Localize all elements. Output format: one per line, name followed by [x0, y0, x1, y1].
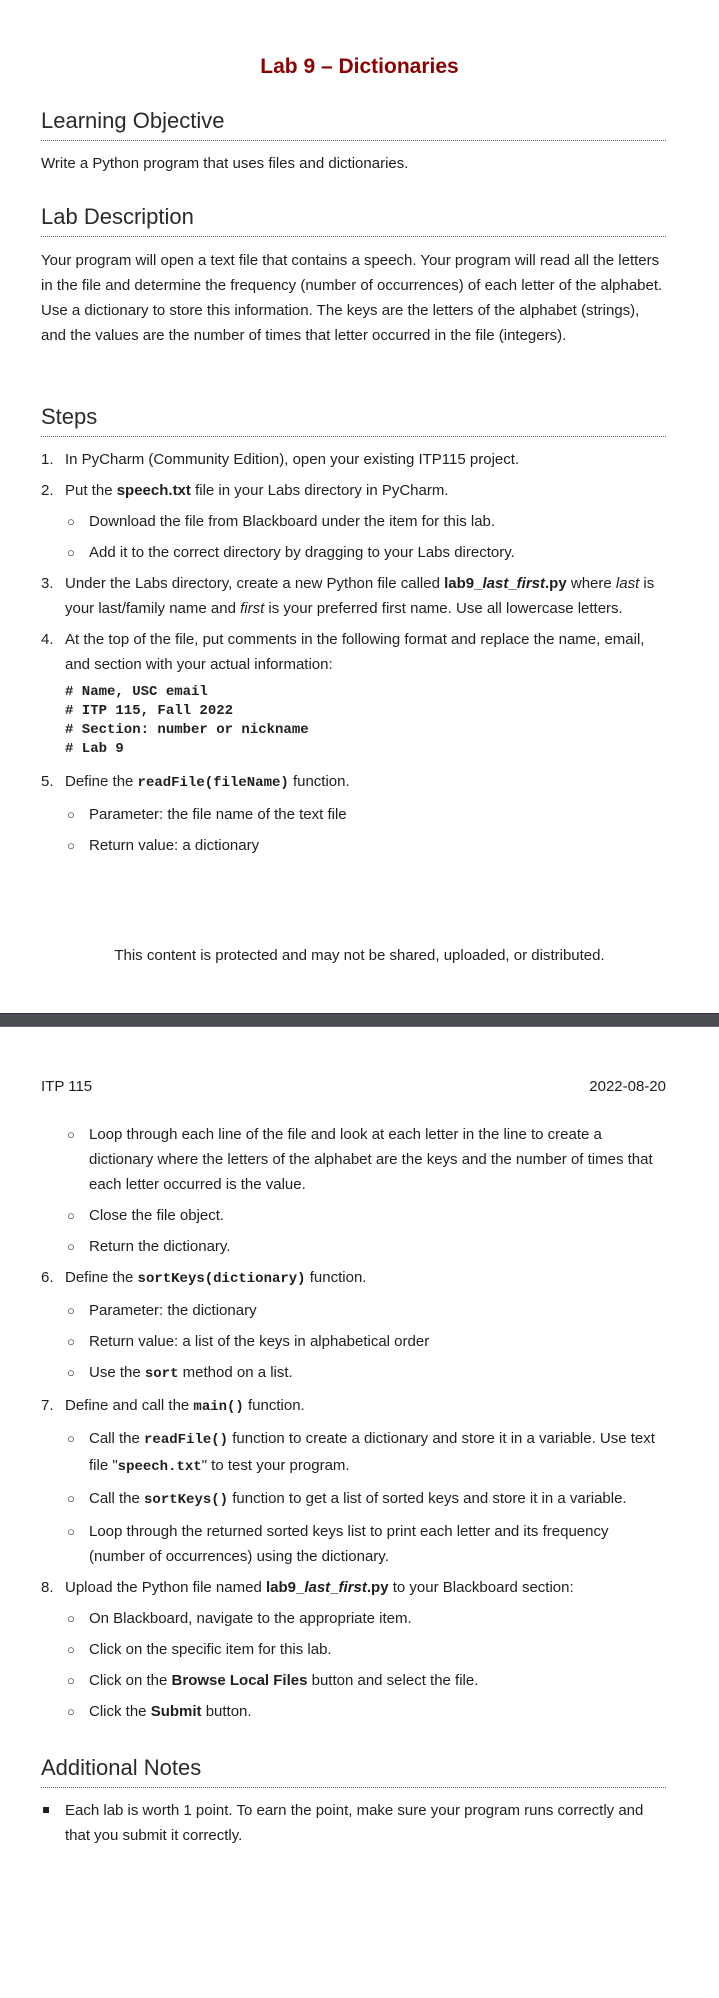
heading-additional-notes: Additional Notes — [41, 1755, 666, 1788]
step-8-sub-3-pre: Click on the — [89, 1672, 172, 1689]
step-2-sub-1-text: Download the file from Blackboard under the item for this lab. — [89, 513, 496, 530]
circle-bullet-icon: ○ — [67, 1704, 75, 1719]
step-7-sublist — [65, 1426, 666, 1569]
speech-txt-literal: speech.txt — [117, 1459, 202, 1475]
step-2-sub-2-text: Add it to the correct directory by dragging to your Labs directory. — [89, 544, 515, 561]
word-first: first — [240, 600, 265, 617]
note-1 — [41, 1798, 666, 1848]
file-prefix: lab9_ — [265, 1579, 305, 1596]
step-7-sub-2-post: function to get a list of sorted keys and store it in a variable. — [228, 1490, 627, 1507]
description-text: Your program will open a text file that contains a speech. Your program will read all the letters in the file and determine the frequency (number of occurrences) of each letter of the alphabet. Use a dictionary to store this information. The keys are the letters of the alphabet (strings), and the values are the number of times that letter occurred in the file (integers). — [41, 252, 663, 344]
circle-bullet-icon: ○ — [67, 1431, 75, 1446]
step-8-sub-2 — [65, 1637, 666, 1662]
step-7-text-pre: Define and call the — [65, 1397, 194, 1414]
header-course: ITP 115 — [41, 1078, 93, 1095]
circle-bullet-icon: ○ — [67, 1611, 75, 1626]
step-6-sub-2 — [65, 1329, 666, 1354]
step-7-sub-2 — [65, 1486, 666, 1513]
step-5-sublist-continued — [41, 1122, 666, 1259]
step-7 — [41, 1393, 666, 1569]
python-file-name — [444, 575, 567, 592]
file-prefix: lab9_ — [444, 575, 483, 592]
circle-bullet-icon: ○ — [67, 1334, 75, 1349]
step-5-sub-2-text: Return value: a dictionary — [89, 837, 260, 854]
circle-bullet-icon: ○ — [67, 1491, 75, 1506]
step-3-text-mid2: is your last/family name and — [65, 575, 655, 617]
step-7-sub-2-pre: Call the — [89, 1490, 145, 1507]
step-number: 8. — [41, 1579, 54, 1596]
sortkeys-signature: sortKeys(dictionary) — [137, 1271, 306, 1287]
circle-bullet-icon: ○ — [67, 1127, 75, 1142]
step-2-sublist — [65, 509, 666, 565]
circle-bullet-icon: ○ — [67, 545, 75, 560]
step-4-text: At the top of the file, put comments in the following format and replace the name, email, and section with your actual information: — [65, 631, 645, 673]
step-3 — [41, 571, 666, 621]
file-first: first — [338, 1579, 367, 1596]
step-1-text: In PyCharm (Community Edition), open your existing ITP115 project. — [65, 451, 520, 468]
step-7-sub-1-pre: Call the — [89, 1430, 145, 1447]
step-8-sub-2-text: Click on the specific item for this lab. — [89, 1641, 332, 1658]
step-8-text-pre: Upload the Python file named — [65, 1579, 266, 1596]
step-6-sub-1 — [65, 1298, 666, 1323]
comment-code-block: # Name, USC email # ITP 115, Fall 2022 # Section: number or nickname # Lab 9 — [65, 684, 309, 757]
header-date: 2022-08-20 — [589, 1078, 666, 1095]
file-ext: .py — [366, 1579, 389, 1596]
circle-bullet-icon: ○ — [67, 1673, 75, 1688]
circle-bullet-icon: ○ — [67, 1524, 75, 1539]
step-5-sublist — [65, 802, 666, 858]
step-7-sub-3-text: Loop through the returned sorted keys list to print each letter and its frequency (number of occurrences) using the dictionary. — [89, 1523, 609, 1565]
browse-local-files-label: Browse Local Files — [171, 1672, 308, 1689]
upload-file-name — [266, 1579, 389, 1596]
step-number: 4. — [41, 631, 54, 648]
step-2-text-pre: Put the — [65, 482, 117, 499]
circle-bullet-icon: ○ — [67, 514, 75, 529]
section-additional-notes — [41, 1755, 666, 1848]
step-3-text-mid: where — [566, 575, 616, 592]
notes-list — [41, 1798, 666, 1848]
step-number: 1. — [41, 451, 54, 468]
step-8-sub-4-pre: Click the — [89, 1703, 151, 1720]
circle-bullet-icon: ○ — [67, 1303, 75, 1318]
steps-list — [41, 447, 666, 858]
step-7-text-post: function. — [243, 1397, 305, 1414]
step-5-sub-3 — [65, 1122, 666, 1197]
step-5-sub-4 — [65, 1203, 666, 1228]
sort-method: sort — [144, 1366, 179, 1382]
step-8-sub-1-text: On Blackboard, navigate to the appropriate item. — [89, 1610, 412, 1627]
circle-bullet-icon: ○ — [67, 1642, 75, 1657]
circle-bullet-icon: ○ — [67, 1239, 75, 1254]
step-8-sub-3-post: button and select the file. — [307, 1672, 479, 1689]
steps-continued — [41, 1122, 666, 1730]
step-2 — [41, 478, 666, 565]
step-1 — [41, 447, 666, 472]
step-6-sub-2-text: Return value: a list of the keys in alphabetical order — [89, 1333, 430, 1350]
main-signature: main() — [193, 1399, 244, 1415]
protected-notice: This content is protected and may not be shared, uploaded, or distributed. — [114, 947, 605, 964]
note-1-text: Each lab is worth 1 point. To earn the point, make sure your program runs correctly and that you submit it correctly. — [65, 1802, 644, 1844]
step-8-sub-3 — [65, 1668, 666, 1693]
file-underscore: _ — [508, 575, 517, 592]
circle-bullet-icon: ○ — [67, 807, 75, 822]
step-number: 3. — [41, 575, 54, 592]
step-5 — [41, 769, 666, 858]
step-8-sub-1 — [65, 1606, 666, 1631]
step-5-sub-1-text: Parameter: the file name of the text file — [89, 806, 347, 823]
step-5-sub-5-text: Return the dictionary. — [89, 1238, 231, 1255]
step-number: 2. — [41, 482, 54, 499]
step-7-sub-1-mid: function to create a dictionary and store it in a variable. Use text file " — [89, 1430, 655, 1474]
circle-bullet-icon: ○ — [67, 838, 75, 853]
step-number: 6. — [41, 1269, 54, 1286]
step-6-sub-3-post: method on a list. — [178, 1364, 293, 1381]
circle-bullet-icon: ○ — [67, 1365, 75, 1380]
step-8-sublist — [65, 1606, 666, 1724]
step-3-text-post: is your preferred first name. Use all lowercase letters. — [264, 600, 623, 617]
step-6 — [41, 1265, 666, 1387]
step-6-sub-1-text: Parameter: the dictionary — [89, 1302, 257, 1319]
sortkeys-call: sortKeys() — [144, 1492, 229, 1508]
step-8-sub-4-post: button. — [201, 1703, 252, 1720]
square-bullet-icon — [43, 1807, 49, 1813]
file-last: last — [482, 575, 509, 592]
step-2-sub-2 — [65, 540, 666, 565]
step-8-text-post: to your Blackboard section: — [388, 1579, 574, 1596]
step-7-sub-3 — [65, 1519, 666, 1569]
step-6-sub-3-pre: Use the — [89, 1364, 145, 1381]
heading-learning-objective: Learning Objective — [41, 108, 666, 141]
step-5-text-pre: Define the — [65, 773, 138, 790]
step-5-sub-5 — [65, 1234, 666, 1259]
step-5-sub-1 — [65, 802, 666, 827]
file-ext: .py — [545, 575, 567, 592]
step-6-sublist — [65, 1298, 666, 1387]
circle-bullet-icon: ○ — [67, 1208, 75, 1223]
word-last: last — [615, 575, 640, 592]
section-steps — [41, 404, 666, 864]
step-5-text-post: function. — [288, 773, 350, 790]
step-8-sub-4 — [65, 1699, 666, 1724]
step-6-text-pre: Define the — [65, 1269, 138, 1286]
section-learning-objective — [41, 108, 666, 176]
steps-list-continued — [41, 1265, 666, 1724]
file-first: first — [516, 575, 546, 592]
step-8 — [41, 1575, 666, 1724]
page-separator — [0, 1013, 719, 1027]
step-5-sub-2 — [65, 833, 666, 858]
step-2-text-post: file in your Labs directory in PyCharm. — [190, 482, 449, 499]
objective-text: Write a Python program that uses files and dictionaries. — [41, 155, 409, 172]
step-number: 7. — [41, 1397, 54, 1414]
heading-steps: Steps — [41, 404, 666, 437]
submit-label: Submit — [150, 1703, 202, 1720]
heading-lab-description: Lab Description — [41, 204, 666, 237]
step-7-sub-1-post: " to test your program. — [201, 1457, 350, 1474]
speech-file-name: speech.txt — [116, 482, 191, 499]
step-4 — [41, 627, 666, 759]
step-5-sub-3-text: Loop through each line of the file and look at each letter in the line to create a dictionary where the letters of the alphabet are the keys and the number of times that each letter occurred is the value. — [89, 1126, 653, 1193]
readfile-signature: readFile(fileName) — [137, 775, 289, 791]
step-3-text-pre: Under the Labs directory, create a new Python file called — [65, 575, 445, 592]
step-5-sub-4-text: Close the file object. — [89, 1207, 225, 1224]
lab-title: Lab 9 – Dictionaries — [260, 55, 459, 78]
file-underscore: _ — [330, 1579, 339, 1596]
step-6-text-post: function. — [305, 1269, 367, 1286]
step-7-sub-1 — [65, 1426, 666, 1480]
section-lab-description — [41, 204, 666, 348]
step-2-sub-1 — [65, 509, 666, 534]
file-last: last — [304, 1579, 331, 1596]
document-page-2 — [0, 1027, 719, 1998]
readfile-call: readFile() — [144, 1432, 229, 1448]
step-6-sub-3 — [65, 1360, 666, 1387]
step-number: 5. — [41, 773, 54, 790]
